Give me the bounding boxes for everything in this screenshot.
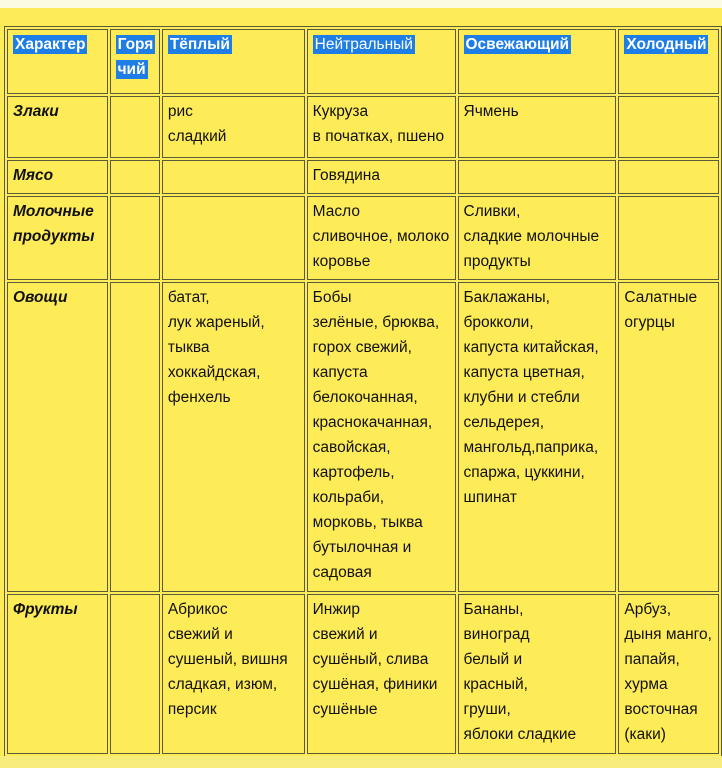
header-cell-character [7,29,108,94]
row-label: Молочные продукты [13,203,95,245]
table-row [7,196,719,280]
table-cell: Арбуз, дыня манго, папайя, хурма восточная (каки) [618,594,719,754]
table-cell: Салатные огурцы [618,282,719,592]
row-label-cell [7,196,108,280]
table-cell [110,196,160,280]
header-label: Характер [15,36,86,53]
header-label: Нейтральный [314,36,413,53]
table-cell [618,160,719,194]
table [5,27,721,768]
table-cell [162,196,305,280]
table-cell: Бананы, виноград белый и красный, груши, яблоки сладкие [458,594,617,754]
header-label: Холодный [626,36,707,53]
header-row [7,29,719,94]
table-cell: Масло сливочное, молоко коровье [307,196,456,280]
table-cell: Абрикос свежий и сушеный, вишня сладкая, изюм, персик [162,594,305,754]
top-strip [0,0,722,8]
table-cell [618,196,719,280]
row-label-cell [7,160,108,194]
row-label-cell [7,96,108,158]
table-cell: батат, лук жареный, тыква хоккайдская, фенхель [162,282,305,592]
row-label-cell [7,594,108,754]
header-cell-cold [618,29,719,94]
header-cell-refreshing [458,29,617,94]
table-row [7,282,719,592]
food-character-table [4,26,722,768]
row-label: Фрукты [13,601,78,618]
header-label: Тёплый [169,36,230,53]
header-label: Освежающий [465,36,570,53]
table-cell [110,96,160,158]
table-cell [110,282,160,592]
table-cell: Кукруза в початках, пшено [307,96,456,158]
header-label: Горя чий [117,36,154,78]
header-cell-neutral [307,29,456,94]
table-cell [458,160,617,194]
table-cell: Инжир свежий и сушёный, слива сушёная, финики сушёные [307,594,456,754]
row-label: Овощи [13,289,68,306]
table-cell: Говядина [307,160,456,194]
table-row [7,594,719,754]
table-row [7,96,719,158]
table-cell: Баклажаны, брокколи, капуста китайская, капуста цветная, клубни и стебли сельдерея, мангольд,паприка, спаржа, цуккини, шпинат [458,282,617,592]
table-row [7,160,719,194]
table-cell: Сливки, сладкие молочные продукты [458,196,617,280]
table-cell [110,594,160,754]
table-cell [162,160,305,194]
header-cell-warm [162,29,305,94]
row-label: Мясо [13,167,54,184]
table-cell [110,160,160,194]
row-label: Злаки [13,103,59,120]
row-label-cell [7,282,108,592]
header-cell-hot [110,29,160,94]
table-cell [618,96,719,158]
table-cell: Ячмень [458,96,617,158]
table-cell: Бобы зелёные, брюква, горох свежий, капуста белокочанная, краснокачанная, савойская, картофель, кольраби, морковь, тыква бутылочная и садовая [307,282,456,592]
bottom-strip [0,756,722,768]
table-cell: рис сладкий [162,96,305,158]
